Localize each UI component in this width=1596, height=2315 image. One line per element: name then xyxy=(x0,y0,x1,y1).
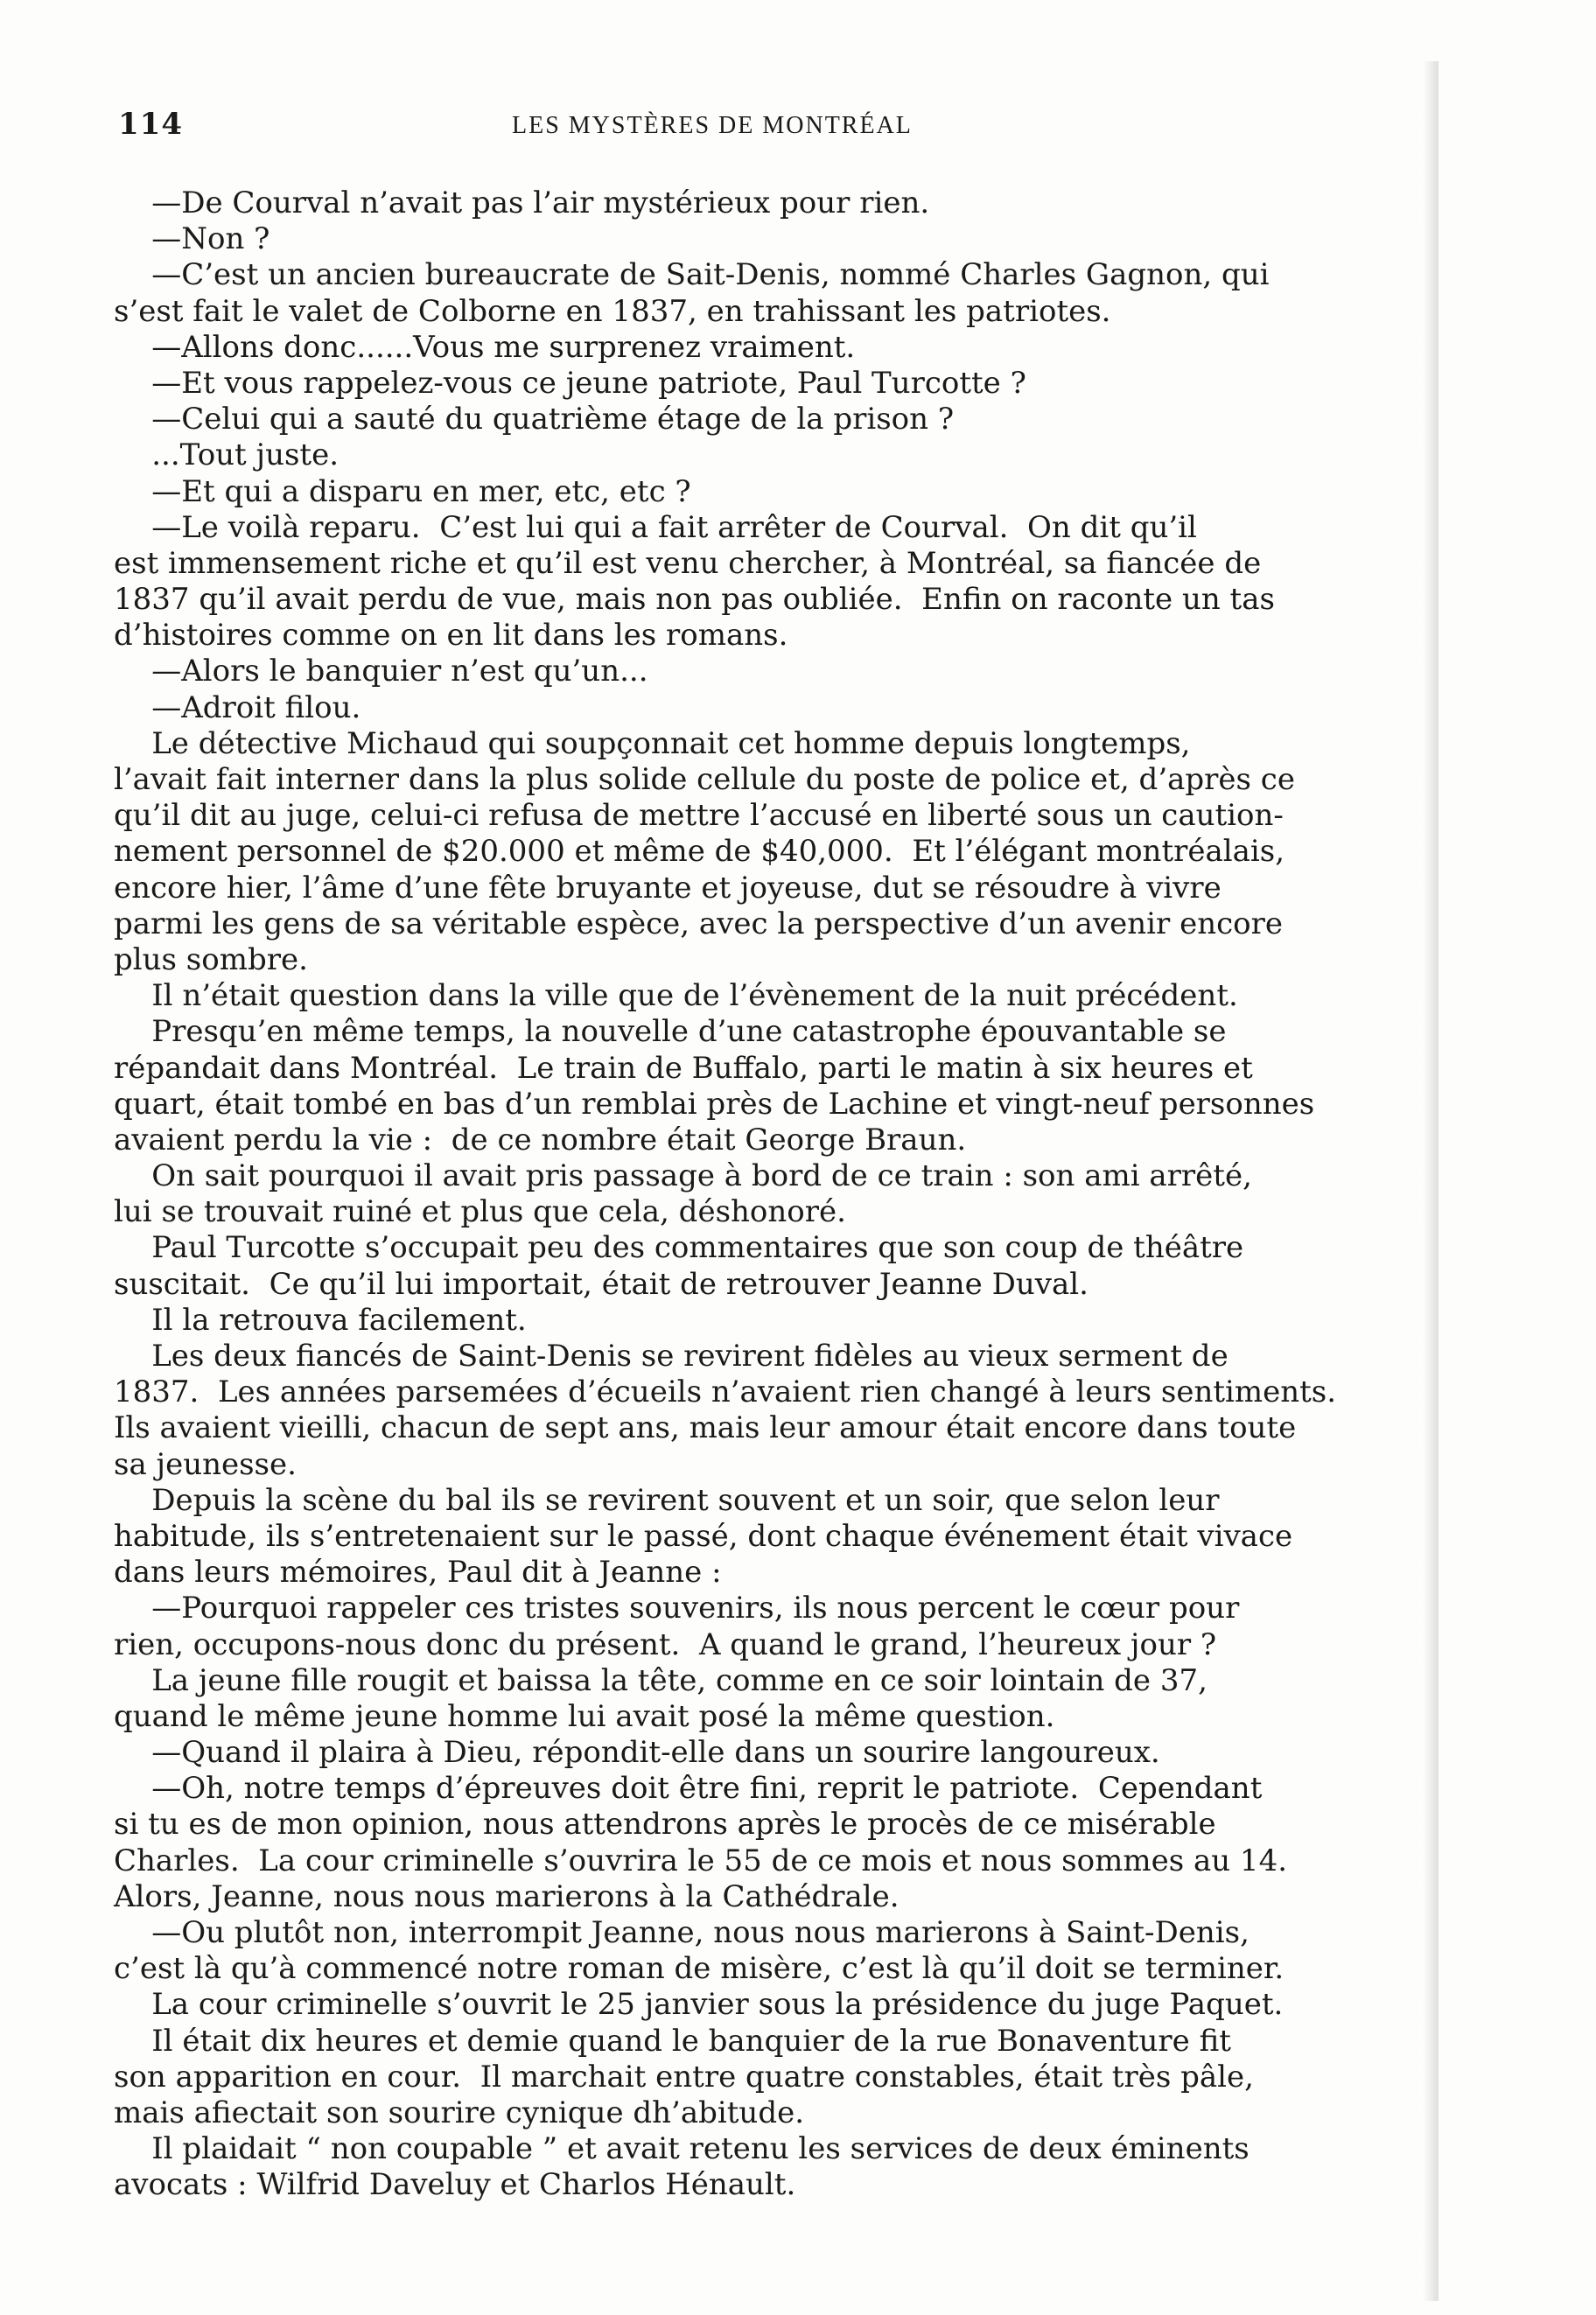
text-line: —Le voilà reparu. C’est lui qui a fait arrêter de Courval. On dit qu’il xyxy=(114,509,1197,545)
text-line: Il n’était question dans la ville que de l’évènement de la nuit précédent. xyxy=(114,978,1238,1014)
text-line: Les deux fiancés de Saint-Denis se revirent fidèles au vieux serment de xyxy=(114,1339,1228,1374)
text-line: —C’est un ancien bureaucrate de Sait-Denis, nommé Charles Gagnon, qui xyxy=(114,257,1270,293)
text-line: suscitait. Ce qu’il lui importait, était de retrouver Jeanne Duval. xyxy=(114,1266,1088,1302)
text-line: La jeune fille rougit et baissa la tête, comme en ce soir lointain de 37, xyxy=(114,1662,1208,1698)
text-line: Depuis la scène du bal ils se revirent souvent et un soir, que selon leur xyxy=(114,1482,1220,1518)
text-line: Presqu’en même temps, la nouvelle d’une catastrophe épouvantable se xyxy=(114,1014,1227,1050)
text-line: dans leurs mémoires, Paul dit à Jeanne : xyxy=(114,1555,722,1591)
text-line: parmi les gens de sa véritable espèce, avec la perspective d’un avenir encore xyxy=(114,906,1284,941)
text-line: qu’il dit au juge, celui-ci refusa de mettre l’accusé en liberté sous un caution- xyxy=(114,798,1284,834)
text-line: l’avait fait interner dans la plus solide cellule du poste de police et, d’après ce xyxy=(114,762,1295,797)
text-line: plus sombre. xyxy=(114,941,308,977)
text-line: —Alors le banquier n’est qu’un... xyxy=(114,654,648,689)
text-line: mais afiectait son sourire cynique dh’abitude. xyxy=(114,2095,805,2130)
text-line: répandait dans Montréal. Le train de Buffalo, parti le matin à six heures et xyxy=(114,1050,1253,1086)
text-line: d’histoires comme on en lit dans les romans. xyxy=(114,618,788,654)
text-line: lui se trouvait ruiné et plus que cela, déshonoré. xyxy=(114,1194,846,1230)
text-line: —Pourquoi rappeler ces tristes souvenirs, ils nous percent le cœur pour xyxy=(114,1591,1240,1626)
text-line: La cour criminelle s’ouvrit le 25 janvier sous la présidence du juge Paquet. xyxy=(114,1987,1284,2023)
text-line: Alors, Jeanne, nous nous marierons à la Cathédrale. xyxy=(114,1878,900,1914)
text-line: 1837 qu’il avait perdu de vue, mais non pas oubliée. Enfin on raconte un tas xyxy=(114,582,1275,618)
text-line: avaient perdu la vie : de ce nombre était George Braun. xyxy=(114,1122,967,1158)
text-line: 1837. Les années parsemées d’écueils n’avaient rien changé à leurs sentiments. xyxy=(114,1374,1337,1410)
text-line: Charles. La cour criminelle s’ouvrira le 55 de ce mois et nous sommes au 14. xyxy=(114,1843,1288,1878)
running-title: LES MYSTÈRES DE MONTRÉAL xyxy=(512,112,913,139)
page-header xyxy=(118,107,1378,145)
text-line: Ils avaient vieilli, chacun de sept ans, mais leur amour était encore dans toute xyxy=(114,1410,1297,1446)
body-text xyxy=(114,185,1400,2204)
text-line: si tu es de mon opinion, nous attendrons après le procès de ce misérable xyxy=(114,1807,1216,1843)
text-line: son apparition en cour. Il marchait entre quatre constables, était très pâle, xyxy=(114,2059,1254,2095)
text-line: quart, était tombé en bas d’un remblai près de Lachine et vingt-neuf personnes xyxy=(114,1086,1315,1122)
text-line: —Et vous rappelez-vous ce jeune patriote, Paul Turcotte ? xyxy=(114,365,1026,401)
page-edge-shadow xyxy=(1423,61,1438,2301)
text-line: —Allons donc......Vous me surprenez vraiment. xyxy=(114,329,856,365)
text-line: —Celui qui a sauté du quatrième étage de la prison ? xyxy=(114,402,955,437)
text-line: quand le même jeune homme lui avait posé la même question. xyxy=(114,1698,1055,1734)
text-line: s’est fait le valet de Colborne en 1837, en trahissant les patriotes. xyxy=(114,293,1111,329)
text-line: —Ou plutôt non, interrompit Jeanne, nous nous marierons à Saint-Denis, xyxy=(114,1915,1250,1950)
text-line: ...Tout juste. xyxy=(114,437,340,473)
text-line: —Non ? xyxy=(114,221,270,257)
text-line: —Oh, notre temps d’épreuves doit être fini, reprit le patriote. Cependant xyxy=(114,1771,1263,1807)
text-line: encore hier, l’âme d’une fête bruyante et joyeuse, dut se résoudre à vivre xyxy=(114,870,1222,906)
text-line: nement personnel de $20.000 et même de $40,000. Et l’élégant montréalais, xyxy=(114,834,1285,870)
text-line: est immensement riche et qu’il est venu chercher, à Montréal, sa fiancée de xyxy=(114,545,1262,581)
text-line: Le détective Michaud qui soupçonnait cet homme depuis longtemps, xyxy=(114,725,1191,761)
text-line: habitude, ils s’entretenaient sur le passé, dont chaque événement était vivace xyxy=(114,1518,1293,1554)
text-line: sa jeunesse. xyxy=(114,1446,297,1482)
text-line: —Adroit filou. xyxy=(114,689,361,725)
text-line: —Et qui a disparu en mer, etc, etc ? xyxy=(114,473,691,509)
text-line: Paul Turcotte s’occupait peu des commentaires que son coup de théâtre xyxy=(114,1230,1244,1266)
text-line: rien, occupons-nous donc du présent. A quand le grand, l’heureux jour ? xyxy=(114,1626,1217,1662)
text-line: Il était dix heures et demie quand le banquier de la rue Bonaventure fit xyxy=(114,2023,1231,2059)
text-line: —Quand il plaira à Dieu, répondit-elle dans un sourire langoureux. xyxy=(114,1735,1160,1771)
text-line: On sait pourquoi il avait pris passage à bord de ce train : son ami arrêté, xyxy=(114,1158,1252,1194)
page-number: 114 xyxy=(118,107,183,142)
text-line: —De Courval n’avait pas l’air mystérieux pour rien. xyxy=(114,185,930,220)
text-line: avocats : Wilfrid Daveluy et Charlos Hénault. xyxy=(114,2167,796,2203)
text-line: c’est là qu’à commencé notre roman de misère, c’est là qu’il doit se terminer. xyxy=(114,1951,1284,1987)
text-line: Il plaidait “ non coupable ” et avait retenu les services de deux éminents xyxy=(114,2131,1250,2167)
text-line: Il la retrouva facilement. xyxy=(114,1302,527,1338)
